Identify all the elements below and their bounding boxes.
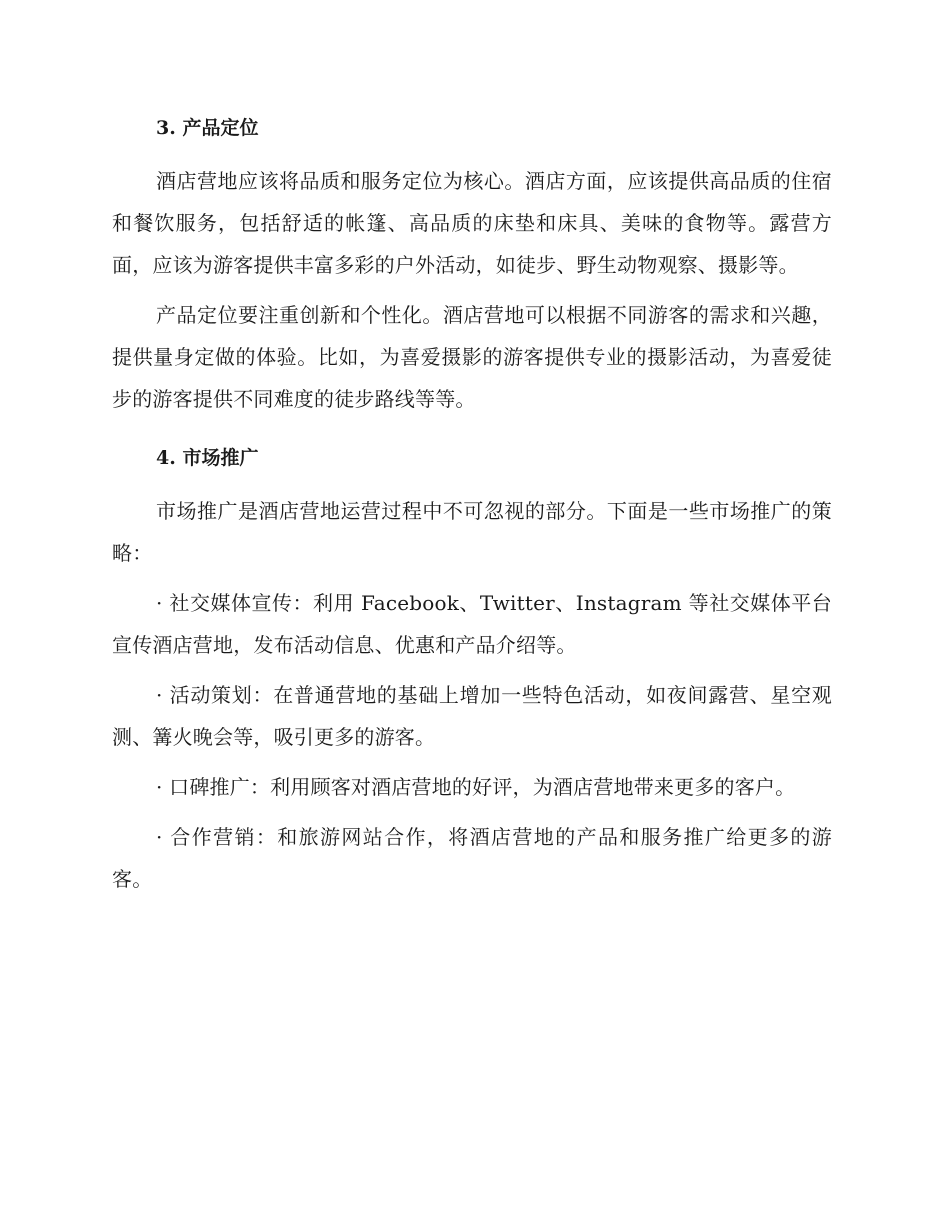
paragraph: 酒店营地应该将品质和服务定位为核心。酒店方面，应该提供高品质的住宿和餐饮服务，包括舒适的帐篷、高品质的床垫和床具、美味的食物等。露营方面，应该为游客提供丰富多彩的户外活动，如徒步、野生动物观察、摄影等。 — [112, 169, 832, 277]
paragraph: 市场推广是酒店营地运营过程中不可忽视的部分。下面是一些市场推广的策略： — [112, 499, 832, 565]
paragraph: 产品定位要注重创新和个性化。酒店营地可以根据不同游客的需求和兴趣，提供量身定做的体验。比如，为喜爱摄影的游客提供专业的摄影活动，为喜爱徒步的游客提供不同难度的徒步路线等等。 — [112, 303, 832, 411]
bullet-item-partnership-marketing: · 合作营销：和旅游网站合作，将酒店营地的产品和服务推广给更多的游客。 — [112, 825, 832, 891]
section-spacer — [112, 428, 832, 438]
bullet-item-event-planning: · 活动策划：在普通营地的基础上增加一些特色活动，如夜间露营、星空观测、篝火晚会等，吸引更多的游客。 — [112, 683, 832, 749]
section-heading-product-positioning: 3. 产品定位 — [156, 117, 259, 139]
document-page — [112, 108, 832, 908]
section-heading-marketing: 4. 市场推广 — [156, 447, 259, 469]
bullet-item-social-media: · 社交媒体宣传：利用 Facebook、Twitter、Instagram 等社交媒体平台宣传酒店营地，发布活动信息、优惠和产品介绍等。 — [112, 591, 832, 657]
bullet-item-word-of-mouth: · 口碑推广：利用顾客对酒店营地的好评，为酒店营地带来更多的客户。 — [156, 775, 796, 799]
